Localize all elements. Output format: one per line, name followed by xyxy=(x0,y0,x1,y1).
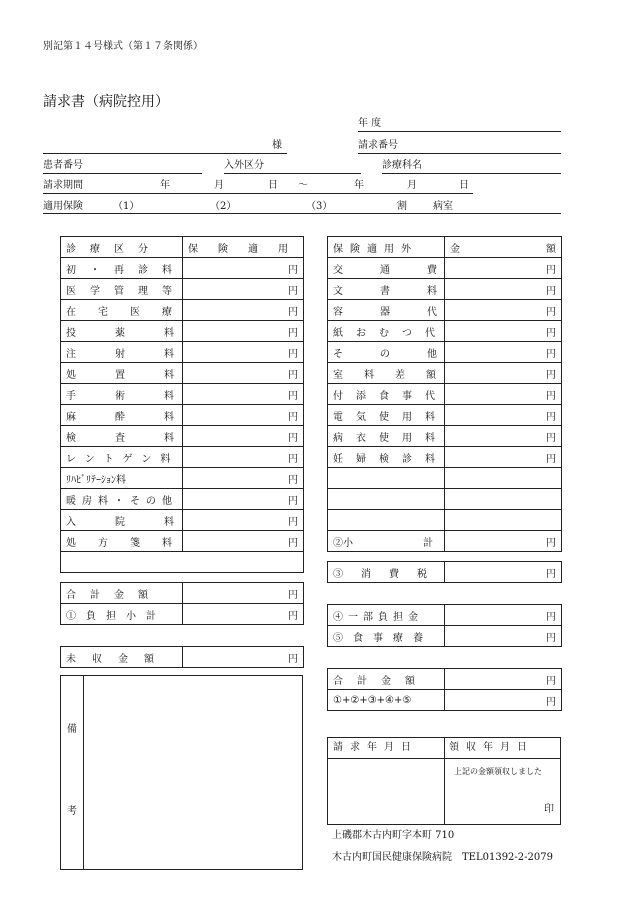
receipt-divider-h xyxy=(328,758,560,759)
invoice-number-label: 請求番号 xyxy=(358,140,398,151)
row-label: 注射料 xyxy=(61,342,183,363)
partial-burden-row xyxy=(328,605,562,626)
non-insured-charges-table xyxy=(327,236,562,711)
row-unit: 円 xyxy=(183,489,304,510)
row-unit: 円 xyxy=(445,363,562,384)
table-row xyxy=(61,426,304,447)
table-row xyxy=(328,405,562,426)
row-label: 文書料 xyxy=(328,279,445,300)
row-unit: 円 xyxy=(445,321,562,342)
blank-cell xyxy=(445,489,562,510)
row-label: 紙おむつ代 xyxy=(328,321,445,342)
patient-number-line xyxy=(43,173,202,174)
seal-mark: 印 xyxy=(544,804,554,815)
row-unit: 円 xyxy=(183,279,304,300)
row-unit: 円 xyxy=(183,342,304,363)
remarks-box xyxy=(60,675,303,870)
row-unit: 円 xyxy=(183,426,304,447)
honorific-sama: 様 xyxy=(272,140,282,151)
row-label: 妊婦検診料 xyxy=(328,447,445,468)
partial-burden-unit: 円 xyxy=(445,605,562,626)
row-label: 交通費 xyxy=(328,258,445,279)
burden-subtotal-label: ①負担小計 xyxy=(61,604,183,625)
formula-label: ①+②+③+④+⑤ xyxy=(328,690,445,711)
row-label: ﾘﾊﾋﾞﾘﾃｰｼｮﾝ料 xyxy=(61,468,183,489)
row-label: 処方箋料 xyxy=(61,531,183,552)
row-unit: 円 xyxy=(445,405,562,426)
row-label: 医学管理等 xyxy=(61,279,183,300)
row-unit: 円 xyxy=(183,468,304,489)
burden-row xyxy=(61,604,304,625)
blank-cell xyxy=(328,489,445,510)
period-year-1: 年 xyxy=(160,180,170,191)
table-row xyxy=(328,258,562,279)
row-label: 電気使用料 xyxy=(328,405,445,426)
insurance-2: （2） xyxy=(210,201,237,212)
row-label: 在宅医療 xyxy=(61,300,183,321)
row-label: 手術料 xyxy=(61,384,183,405)
row-unit: 円 xyxy=(183,363,304,384)
blank-cell xyxy=(328,510,445,531)
insurance-1: （1） xyxy=(113,201,140,212)
insurance-label: 適用保険 xyxy=(43,201,83,212)
row-unit: 円 xyxy=(183,531,304,552)
period-month-1: 月 xyxy=(214,180,224,191)
remarks-divider xyxy=(83,676,84,869)
meal-therapy-unit: 円 xyxy=(445,626,562,647)
row-unit: 円 xyxy=(445,279,562,300)
row-unit: 円 xyxy=(183,510,304,531)
year-line xyxy=(358,131,561,132)
meal-row xyxy=(328,626,562,647)
addressee-line xyxy=(43,153,287,154)
remarks-char-2: 考 xyxy=(67,806,77,817)
table-row xyxy=(61,531,304,552)
table-row xyxy=(61,384,304,405)
formula-unit: 円 xyxy=(445,690,562,711)
total-row xyxy=(61,583,304,604)
amount-header: 金 額 xyxy=(445,237,562,258)
period-day-1: 日 xyxy=(268,180,278,191)
table-row xyxy=(61,342,304,363)
unpaid-amount-label: 未収金額 xyxy=(61,647,183,668)
department-line xyxy=(382,173,561,174)
unpaid-amount-unit: 円 xyxy=(183,647,304,668)
consumption-tax-label: ③消費税 xyxy=(328,562,445,583)
row-label: 処置料 xyxy=(61,363,183,384)
row-label: 初・再診料 xyxy=(61,258,183,279)
burden-subtotal-unit: 円 xyxy=(183,604,304,625)
subtotal-row xyxy=(328,531,562,552)
insured-header: 保険適用 xyxy=(183,237,304,258)
table-row xyxy=(328,447,562,468)
receipt-box xyxy=(327,737,561,825)
insurance-line xyxy=(43,213,561,214)
table-row xyxy=(61,489,304,510)
table-row xyxy=(328,321,562,342)
total-amount-unit: 円 xyxy=(183,583,304,604)
hospital-name-tel: 木古内町国民健康保険病院 TEL01392-2-2079 xyxy=(332,852,553,863)
row-unit: 円 xyxy=(183,321,304,342)
department-label: 診療科名 xyxy=(382,160,422,171)
period-line xyxy=(43,193,473,194)
table-row xyxy=(61,468,304,489)
table-row xyxy=(328,426,562,447)
table-row xyxy=(61,447,304,468)
receipt-date-label: 領収年月日 xyxy=(449,742,534,753)
consumption-tax-unit: 円 xyxy=(445,562,562,583)
table-header-row xyxy=(328,237,562,258)
table-row xyxy=(61,321,304,342)
received-note: 上記の金額領収しました xyxy=(454,767,542,776)
row-label: 病衣使用料 xyxy=(328,426,445,447)
meal-therapy-label: ⑤食事療養 xyxy=(328,626,445,647)
partial-burden-label: ④一部負担金 xyxy=(328,605,445,626)
row-label: その他 xyxy=(328,342,445,363)
grand-total-row xyxy=(328,669,562,690)
row-label: レントゲン料 xyxy=(61,447,183,468)
row-unit: 円 xyxy=(445,300,562,321)
row-unit: 円 xyxy=(445,426,562,447)
table-row xyxy=(328,279,562,300)
table-row xyxy=(328,342,562,363)
row-label: 投薬料 xyxy=(61,321,183,342)
medical-charges-table xyxy=(60,236,308,668)
remarks-char-1: 備 xyxy=(67,724,77,735)
row-label: 暖房料・その他 xyxy=(61,489,183,510)
form-number: 別記第１４号様式（第１７条関係） xyxy=(43,41,203,52)
row-unit: 円 xyxy=(445,258,562,279)
row-unit: 円 xyxy=(445,342,562,363)
tax-row xyxy=(328,562,562,583)
row-label: 付添食事代 xyxy=(328,384,445,405)
table-row xyxy=(61,300,304,321)
hospital-address: 上磯郡木古内町字本町 710 xyxy=(332,830,455,841)
table-row xyxy=(61,510,304,531)
year-label: 年 度 xyxy=(358,118,382,129)
period-label: 請求期間 xyxy=(43,180,83,191)
row-unit: 円 xyxy=(445,384,562,405)
row-unit: 円 xyxy=(183,405,304,426)
subtotal-unit: 円 xyxy=(445,531,562,552)
row-unit: 円 xyxy=(183,447,304,468)
patient-number-label: 患者番号 xyxy=(43,160,83,171)
row-label: 検査料 xyxy=(61,426,183,447)
receipt-divider-v xyxy=(444,738,445,824)
non-insured-header: 保険適用外 xyxy=(328,237,445,258)
blank-cell xyxy=(445,510,562,531)
table-header-row xyxy=(61,237,304,258)
formula-row xyxy=(328,690,562,711)
table-row xyxy=(61,279,304,300)
claim-date-label: 請求年月日 xyxy=(333,742,418,753)
table-row xyxy=(328,384,562,405)
grand-total-label: 合計金額 xyxy=(328,669,445,690)
period-tilde: 〜 xyxy=(298,180,308,191)
page-title: 請求書（病院控用） xyxy=(43,94,169,110)
table-row xyxy=(328,300,562,321)
blank-cell xyxy=(445,468,562,489)
row-unit: 円 xyxy=(445,447,562,468)
period-year-2: 年 xyxy=(354,180,364,191)
row-unit: 円 xyxy=(183,384,304,405)
ward-label: 病室 xyxy=(433,201,453,212)
unpaid-row xyxy=(61,647,304,668)
row-label: 室料差額 xyxy=(328,363,445,384)
row-label: 麻酔料 xyxy=(61,405,183,426)
row-label: 容器代 xyxy=(328,300,445,321)
subtotal-label: ②小 計 xyxy=(328,531,445,552)
row-label: 入院料 xyxy=(61,510,183,531)
in-out-label: 入外区分 xyxy=(224,160,264,171)
total-amount-label: 合計金額 xyxy=(61,583,183,604)
insurance-3: （3） xyxy=(306,201,333,212)
blank-cell xyxy=(328,468,445,489)
ratio-label: 割 xyxy=(397,201,407,212)
invoice-number-line xyxy=(358,153,561,154)
in-out-line xyxy=(224,173,361,174)
grand-total-unit: 円 xyxy=(445,669,562,690)
table-row xyxy=(328,363,562,384)
row-unit: 円 xyxy=(183,300,304,321)
period-day-2: 日 xyxy=(459,180,469,191)
table-row xyxy=(61,405,304,426)
category-header: 診療区分 xyxy=(61,237,183,258)
table-row xyxy=(61,258,304,279)
table-row xyxy=(61,363,304,384)
blank-row xyxy=(61,552,304,573)
period-month-2: 月 xyxy=(407,180,417,191)
row-unit: 円 xyxy=(183,258,304,279)
